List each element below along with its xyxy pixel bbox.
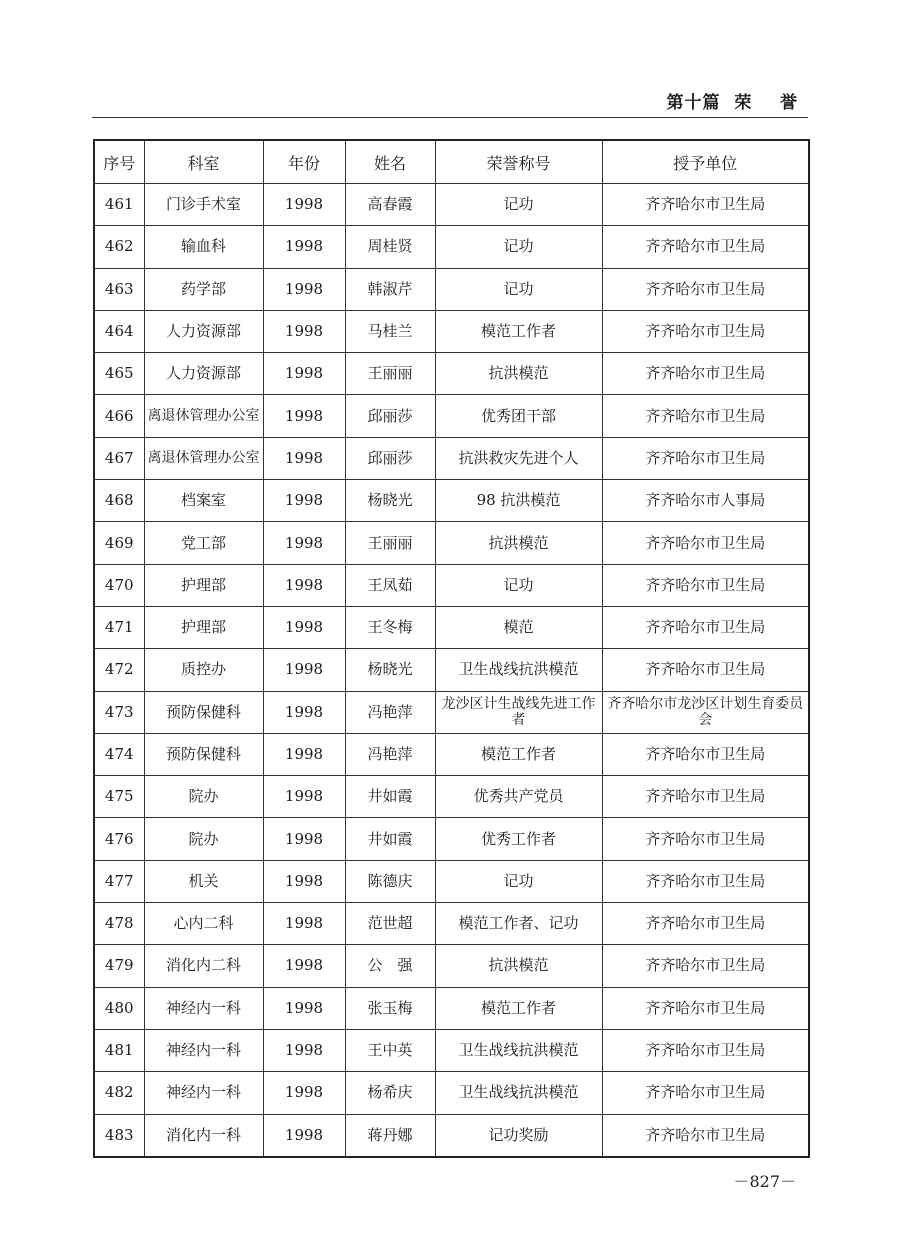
cell-department: 护理部 bbox=[144, 564, 263, 606]
cell-honor: 抗洪救灾先进个人 bbox=[435, 437, 602, 479]
cell-honor: 模范 bbox=[435, 606, 602, 648]
cell-name: 王冬梅 bbox=[345, 606, 435, 648]
cell-honor: 抗洪模范 bbox=[435, 353, 602, 395]
cell-awarding-unit: 齐齐哈尔市卫生局 bbox=[602, 818, 809, 860]
cell-name: 范世超 bbox=[345, 903, 435, 945]
cell-year: 1998 bbox=[263, 1114, 345, 1157]
cell-name: 张玉梅 bbox=[345, 987, 435, 1029]
header-divider bbox=[92, 117, 808, 118]
cell-index: 467 bbox=[94, 437, 144, 479]
column-header-name: 姓名 bbox=[345, 140, 435, 184]
cell-honor: 模范工作者 bbox=[435, 987, 602, 1029]
cell-name: 蒋丹娜 bbox=[345, 1114, 435, 1157]
cell-awarding-unit: 齐齐哈尔市卫生局 bbox=[602, 353, 809, 395]
cell-year: 1998 bbox=[263, 776, 345, 818]
cell-name: 杨晓光 bbox=[345, 480, 435, 522]
cell-year: 1998 bbox=[263, 691, 345, 733]
cell-year: 1998 bbox=[263, 353, 345, 395]
cell-awarding-unit: 齐齐哈尔市卫生局 bbox=[602, 606, 809, 648]
cell-department: 消化内二科 bbox=[144, 945, 263, 987]
table-row bbox=[94, 987, 809, 1029]
cell-index: 471 bbox=[94, 606, 144, 648]
cell-department: 心内二科 bbox=[144, 903, 263, 945]
cell-department: 门诊手术室 bbox=[144, 184, 263, 226]
table-row bbox=[94, 395, 809, 437]
cell-awarding-unit: 齐齐哈尔市卫生局 bbox=[602, 903, 809, 945]
cell-department: 预防保健科 bbox=[144, 733, 263, 775]
cell-department: 药学部 bbox=[144, 268, 263, 310]
cell-awarding-unit: 齐齐哈尔市卫生局 bbox=[602, 522, 809, 564]
table-row bbox=[94, 353, 809, 395]
cell-index: 476 bbox=[94, 818, 144, 860]
cell-awarding-unit: 齐齐哈尔市卫生局 bbox=[602, 776, 809, 818]
cell-honor: 记功 bbox=[435, 268, 602, 310]
cell-department: 预防保健科 bbox=[144, 691, 263, 733]
cell-honor: 模范工作者 bbox=[435, 310, 602, 352]
cell-awarding-unit: 齐齐哈尔市卫生局 bbox=[602, 310, 809, 352]
cell-index: 478 bbox=[94, 903, 144, 945]
cell-department: 神经内一科 bbox=[144, 1072, 263, 1114]
cell-name: 杨希庆 bbox=[345, 1072, 435, 1114]
cell-department: 消化内一科 bbox=[144, 1114, 263, 1157]
cell-department: 院办 bbox=[144, 776, 263, 818]
cell-awarding-unit: 齐齐哈尔市卫生局 bbox=[602, 226, 809, 268]
cell-index: 477 bbox=[94, 860, 144, 902]
cell-department: 人力资源部 bbox=[144, 310, 263, 352]
cell-year: 1998 bbox=[263, 733, 345, 775]
table-row bbox=[94, 649, 809, 691]
cell-name: 邱丽莎 bbox=[345, 437, 435, 479]
cell-name: 王中英 bbox=[345, 1029, 435, 1071]
cell-year: 1998 bbox=[263, 649, 345, 691]
cell-year: 1998 bbox=[263, 606, 345, 648]
page-number: －827－ bbox=[733, 1172, 796, 1191]
cell-awarding-unit: 齐齐哈尔市卫生局 bbox=[602, 437, 809, 479]
cell-awarding-unit: 齐齐哈尔市卫生局 bbox=[602, 987, 809, 1029]
table-row bbox=[94, 522, 809, 564]
cell-year: 1998 bbox=[263, 268, 345, 310]
column-header-awarding-unit: 授予单位 bbox=[602, 140, 809, 184]
cell-name: 高春霞 bbox=[345, 184, 435, 226]
cell-year: 1998 bbox=[263, 226, 345, 268]
cell-name: 冯艳萍 bbox=[345, 691, 435, 733]
table-row bbox=[94, 480, 809, 522]
cell-name: 王丽丽 bbox=[345, 522, 435, 564]
cell-department: 护理部 bbox=[144, 606, 263, 648]
cell-index: 482 bbox=[94, 1072, 144, 1114]
cell-awarding-unit: 齐齐哈尔市卫生局 bbox=[602, 268, 809, 310]
cell-year: 1998 bbox=[263, 522, 345, 564]
cell-honor: 龙沙区计生战线先进工作者 bbox=[435, 691, 602, 733]
cell-honor: 卫生战线抗洪模范 bbox=[435, 1072, 602, 1114]
section-title: 第十篇 荣 誉 bbox=[666, 93, 798, 113]
table-row bbox=[94, 268, 809, 310]
cell-honor: 卫生战线抗洪模范 bbox=[435, 1029, 602, 1071]
cell-year: 1998 bbox=[263, 437, 345, 479]
cell-year: 1998 bbox=[263, 1072, 345, 1114]
cell-index: 472 bbox=[94, 649, 144, 691]
cell-honor: 抗洪模范 bbox=[435, 945, 602, 987]
cell-index: 470 bbox=[94, 564, 144, 606]
cell-awarding-unit: 齐齐哈尔市卫生局 bbox=[602, 564, 809, 606]
table-row bbox=[94, 606, 809, 648]
cell-index: 483 bbox=[94, 1114, 144, 1157]
cell-awarding-unit: 齐齐哈尔市卫生局 bbox=[602, 395, 809, 437]
cell-name: 马桂兰 bbox=[345, 310, 435, 352]
cell-department: 人力资源部 bbox=[144, 353, 263, 395]
cell-index: 481 bbox=[94, 1029, 144, 1071]
cell-honor: 优秀工作者 bbox=[435, 818, 602, 860]
cell-index: 479 bbox=[94, 945, 144, 987]
cell-department: 档案室 bbox=[144, 480, 263, 522]
cell-name: 周桂贤 bbox=[345, 226, 435, 268]
cell-honor: 记功 bbox=[435, 860, 602, 902]
cell-name: 王凤茹 bbox=[345, 564, 435, 606]
cell-department: 输血科 bbox=[144, 226, 263, 268]
table-row bbox=[94, 691, 809, 733]
cell-year: 1998 bbox=[263, 860, 345, 902]
cell-index: 465 bbox=[94, 353, 144, 395]
table-row bbox=[94, 945, 809, 987]
table-row bbox=[94, 226, 809, 268]
cell-index: 469 bbox=[94, 522, 144, 564]
cell-index: 463 bbox=[94, 268, 144, 310]
cell-year: 1998 bbox=[263, 818, 345, 860]
table-body bbox=[94, 184, 809, 1157]
cell-index: 474 bbox=[94, 733, 144, 775]
cell-name: 邱丽莎 bbox=[345, 395, 435, 437]
cell-name: 井如霞 bbox=[345, 776, 435, 818]
cell-awarding-unit: 齐齐哈尔市卫生局 bbox=[602, 649, 809, 691]
table-row bbox=[94, 437, 809, 479]
table-row bbox=[94, 1072, 809, 1114]
column-header-year: 年份 bbox=[263, 140, 345, 184]
cell-department: 党工部 bbox=[144, 522, 263, 564]
cell-name: 公 强 bbox=[345, 945, 435, 987]
column-header-department: 科室 bbox=[144, 140, 263, 184]
cell-index: 466 bbox=[94, 395, 144, 437]
table-row bbox=[94, 184, 809, 226]
cell-honor: 模范工作者、记功 bbox=[435, 903, 602, 945]
cell-department: 质控办 bbox=[144, 649, 263, 691]
cell-name: 冯艳萍 bbox=[345, 733, 435, 775]
cell-year: 1998 bbox=[263, 564, 345, 606]
cell-awarding-unit: 齐齐哈尔市卫生局 bbox=[602, 733, 809, 775]
cell-index: 461 bbox=[94, 184, 144, 226]
table-row bbox=[94, 818, 809, 860]
table-row bbox=[94, 1029, 809, 1071]
table-row bbox=[94, 1114, 809, 1157]
cell-index: 464 bbox=[94, 310, 144, 352]
cell-index: 462 bbox=[94, 226, 144, 268]
table-row bbox=[94, 310, 809, 352]
cell-department: 机关 bbox=[144, 860, 263, 902]
cell-awarding-unit: 齐齐哈尔市龙沙区计划生育委员会 bbox=[602, 691, 809, 733]
cell-honor: 记功 bbox=[435, 226, 602, 268]
cell-year: 1998 bbox=[263, 987, 345, 1029]
cell-index: 473 bbox=[94, 691, 144, 733]
column-header-honor: 荣誉称号 bbox=[435, 140, 602, 184]
cell-honor: 模范工作者 bbox=[435, 733, 602, 775]
cell-awarding-unit: 齐齐哈尔市卫生局 bbox=[602, 860, 809, 902]
cell-name: 井如霞 bbox=[345, 818, 435, 860]
cell-awarding-unit: 齐齐哈尔市卫生局 bbox=[602, 945, 809, 987]
cell-honor: 优秀共产党员 bbox=[435, 776, 602, 818]
cell-name: 陈德庆 bbox=[345, 860, 435, 902]
cell-department: 离退休管理办公室 bbox=[144, 395, 263, 437]
cell-honor: 抗洪模范 bbox=[435, 522, 602, 564]
table-row bbox=[94, 903, 809, 945]
cell-name: 王丽丽 bbox=[345, 353, 435, 395]
cell-department: 神经内一科 bbox=[144, 987, 263, 1029]
cell-awarding-unit: 齐齐哈尔市卫生局 bbox=[602, 1029, 809, 1071]
cell-name: 杨晓光 bbox=[345, 649, 435, 691]
cell-honor: 记功 bbox=[435, 184, 602, 226]
cell-awarding-unit: 齐齐哈尔市人事局 bbox=[602, 480, 809, 522]
table-header-row bbox=[94, 140, 809, 184]
cell-honor: 优秀团干部 bbox=[435, 395, 602, 437]
cell-year: 1998 bbox=[263, 480, 345, 522]
cell-department: 院办 bbox=[144, 818, 263, 860]
cell-year: 1998 bbox=[263, 310, 345, 352]
cell-awarding-unit: 齐齐哈尔市卫生局 bbox=[602, 184, 809, 226]
cell-department: 离退休管理办公室 bbox=[144, 437, 263, 479]
table-row bbox=[94, 860, 809, 902]
cell-awarding-unit: 齐齐哈尔市卫生局 bbox=[602, 1114, 809, 1157]
cell-honor: 卫生战线抗洪模范 bbox=[435, 649, 602, 691]
cell-year: 1998 bbox=[263, 1029, 345, 1071]
cell-department: 神经内一科 bbox=[144, 1029, 263, 1071]
cell-year: 1998 bbox=[263, 945, 345, 987]
cell-honor: 记功奖励 bbox=[435, 1114, 602, 1157]
cell-year: 1998 bbox=[263, 903, 345, 945]
table-row bbox=[94, 776, 809, 818]
cell-honor: 98 抗洪模范 bbox=[435, 480, 602, 522]
cell-year: 1998 bbox=[263, 184, 345, 226]
cell-index: 475 bbox=[94, 776, 144, 818]
cell-name: 韩淑芹 bbox=[345, 268, 435, 310]
cell-honor: 记功 bbox=[435, 564, 602, 606]
column-header-index: 序号 bbox=[94, 140, 144, 184]
cell-year: 1998 bbox=[263, 395, 345, 437]
table-row bbox=[94, 564, 809, 606]
cell-awarding-unit: 齐齐哈尔市卫生局 bbox=[602, 1072, 809, 1114]
cell-index: 480 bbox=[94, 987, 144, 1029]
table-row bbox=[94, 733, 809, 775]
honors-table bbox=[93, 139, 810, 1158]
cell-index: 468 bbox=[94, 480, 144, 522]
